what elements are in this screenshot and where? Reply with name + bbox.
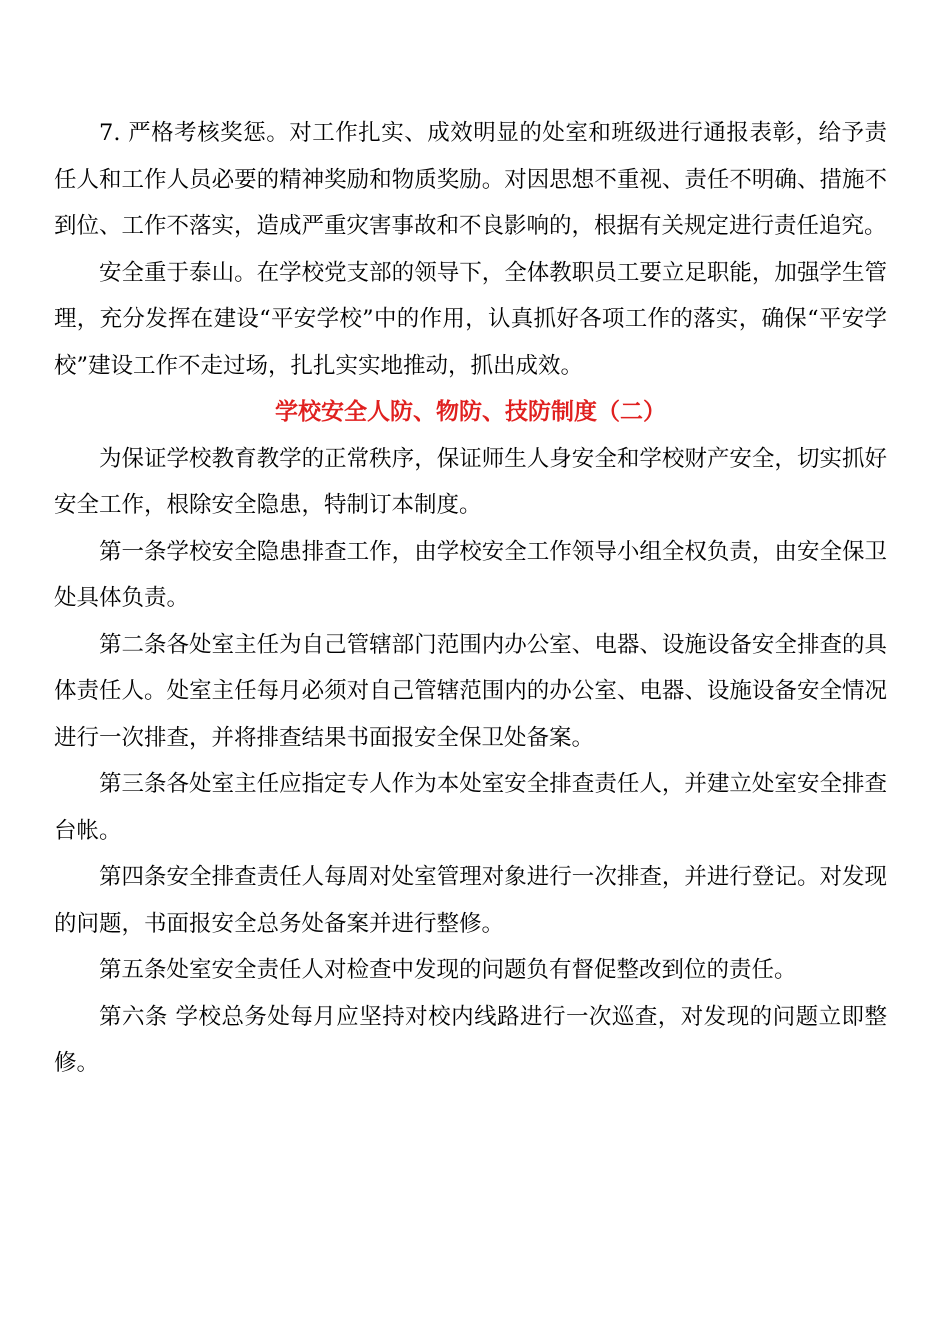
paragraph-article-3: 第三条各处室主任应指定专人作为本处室安全排查责任人，并建立处室安全排查台帐。	[54, 771, 887, 844]
section-heading: 学校安全人防、物防、技防制度（二）	[275, 398, 666, 425]
paragraph-article-5: 第五条处室安全责任人对检查中发现的问题负有督促整改到位的责任。	[99, 957, 797, 983]
paragraph-article-2: 第二条各处室主任为自己管辖部门范围内办公室、电器、设施设备安全排查的具体责任人。处室主任每月必须对自己管辖范围内的办公室、电器、设施设备安全情况进行一次排查，并将排查结果书面报安全保卫处备案。	[54, 631, 887, 751]
paragraph-article-1: 第一条学校安全隐患排查工作，由学校安全工作领导小组全权负责，由安全保卫处具体负责。	[54, 538, 887, 611]
paragraph-intro: 为保证学校教育教学的正常秩序，保证师生人身安全和学校财产安全，切实抓好安全工作，根除安全隐患，特制订本制度。	[54, 445, 887, 518]
document-page	[54, 110, 887, 1087]
paragraph-article-6: 第六条 学校总务处每月应坚持对校内线路进行一次巡查，对发现的问题立即整修。	[54, 1003, 887, 1076]
paragraph-article-4: 第四条安全排查责任人每周对处室管理对象进行一次排查，并进行登记。对发现的问题，书面报安全总务处备案并进行整修。	[54, 864, 887, 937]
paragraph-safety-summary: 安全重于泰山。在学校党支部的领导下，全体教职员工要立足职能，加强学生管理，充分发挥在建设“平安学校”中的作用，认真抓好各项工作的落实，确保“平安学校”建设工作不走过场，扎扎实实地推动，抓出成效。	[54, 259, 887, 379]
paragraph-assessment: 7. 严格考核奖惩。对工作扎实、成效明显的处室和班级进行通报表彰，给予责任人和工作人员必要的精神奖励和物质奖励。对因思想不重视、责任不明确、措施不到位、工作不落实，造成严重灾害事故和不良影响的，根据有关规定进行责任追究。	[54, 120, 887, 239]
